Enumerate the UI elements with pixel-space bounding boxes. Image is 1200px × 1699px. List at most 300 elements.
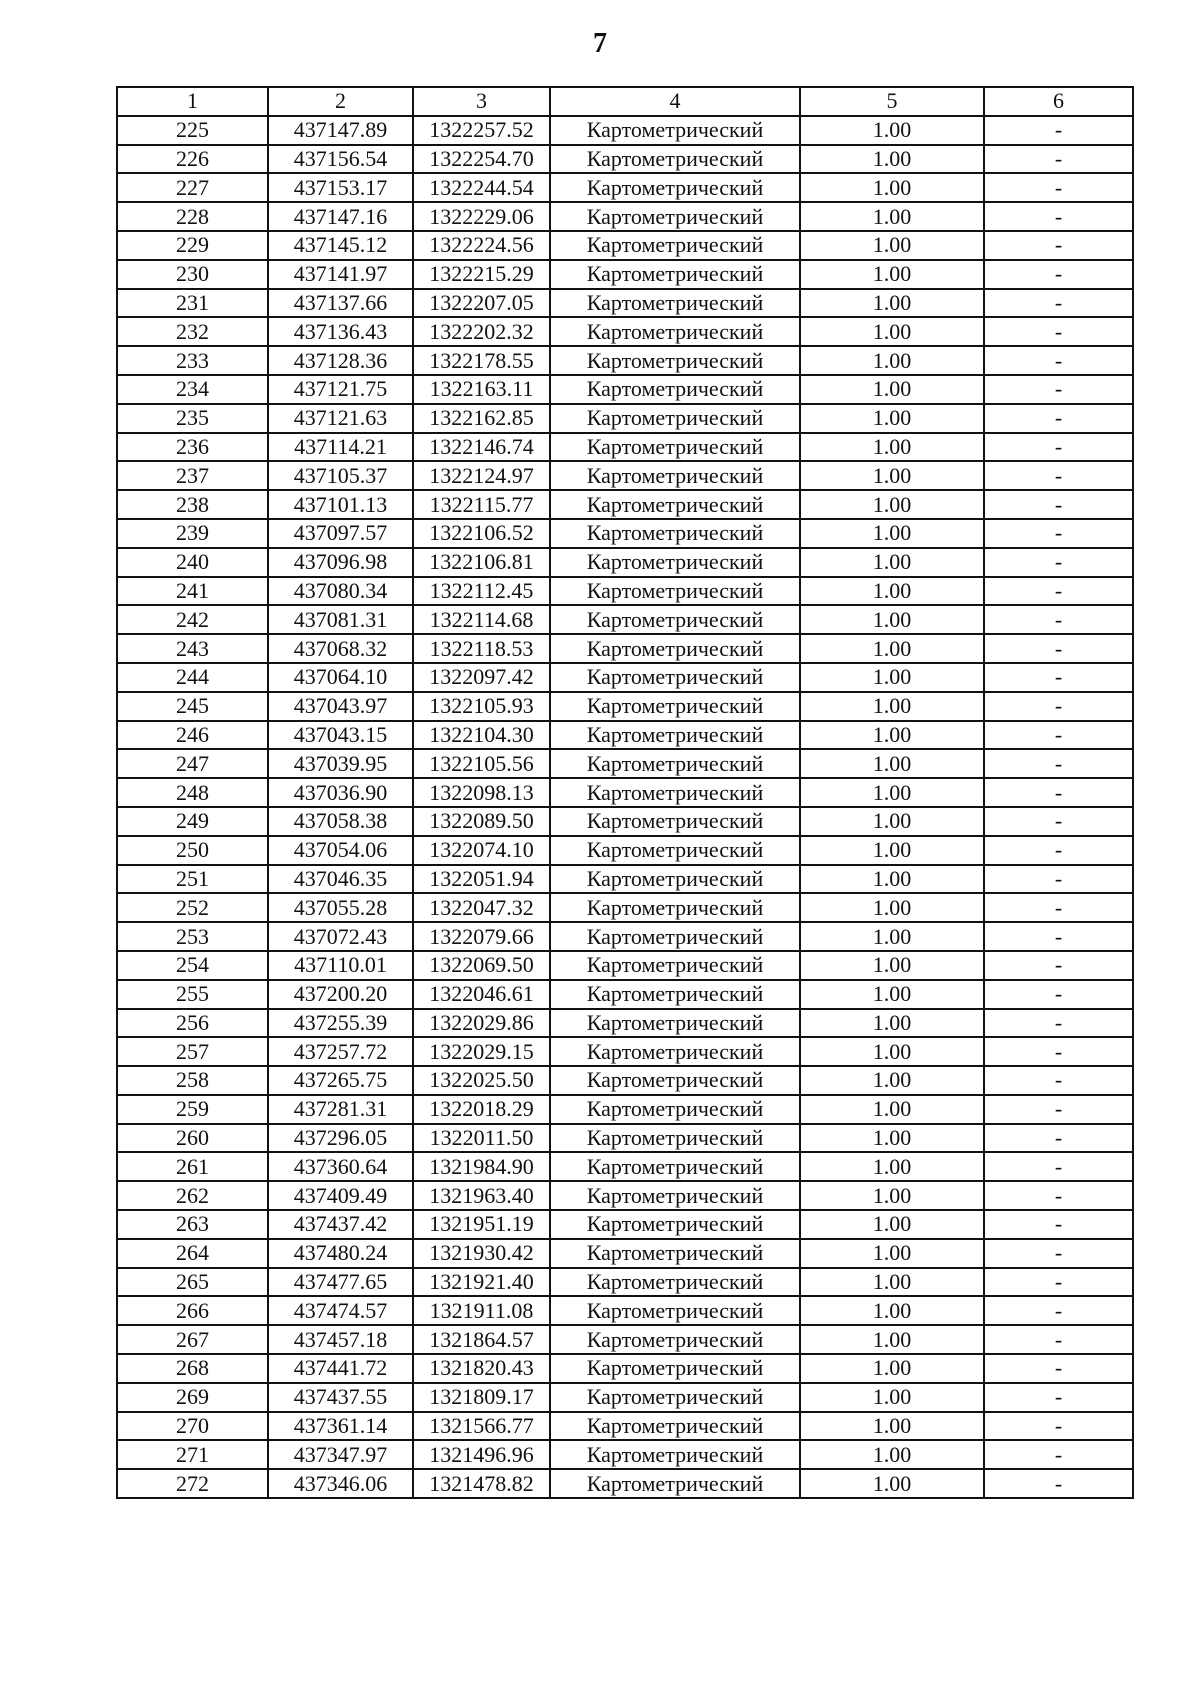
method-cell: Картометрический [550,1124,800,1153]
point-number-cell: 228 [117,202,268,231]
table-row [117,663,1133,692]
description-cell: - [984,433,1133,462]
description-cell: - [984,721,1133,750]
table-row [117,404,1133,433]
y-coordinate-cell: 1322029.15 [413,1037,550,1066]
method-cell: Картометрический [550,1325,800,1354]
description-cell: - [984,1152,1133,1181]
accuracy-cell: 1.00 [800,1095,984,1124]
header-cell: 5 [800,87,984,116]
table-row [117,260,1133,289]
accuracy-cell: 1.00 [800,1181,984,1210]
table-row [117,836,1133,865]
method-cell: Картометрический [550,289,800,318]
description-cell: - [984,1124,1133,1153]
x-coordinate-cell: 437128.36 [268,346,413,375]
method-cell: Картометрический [550,490,800,519]
method-cell: Картометрический [550,1009,800,1038]
description-cell: - [984,807,1133,836]
y-coordinate-cell: 1322115.77 [413,490,550,519]
table-row [117,433,1133,462]
accuracy-cell: 1.00 [800,116,984,145]
y-coordinate-cell: 1322105.93 [413,692,550,721]
point-number-cell: 266 [117,1296,268,1325]
accuracy-cell: 1.00 [800,922,984,951]
point-number-cell: 255 [117,980,268,1009]
point-number-cell: 225 [117,116,268,145]
y-coordinate-cell: 1322097.42 [413,663,550,692]
x-coordinate-cell: 437121.75 [268,375,413,404]
accuracy-cell: 1.00 [800,461,984,490]
description-cell: - [984,980,1133,1009]
header-cell: 4 [550,87,800,116]
point-number-cell: 245 [117,692,268,721]
method-cell: Картометрический [550,1095,800,1124]
table-row [117,1009,1133,1038]
table-row [117,173,1133,202]
table-row [117,1383,1133,1412]
method-cell: Картометрический [550,922,800,951]
method-cell: Картометрический [550,1210,800,1239]
table-row [117,1095,1133,1124]
x-coordinate-cell: 437097.57 [268,519,413,548]
y-coordinate-cell: 1322079.66 [413,922,550,951]
table-row [117,1066,1133,1095]
description-cell: - [984,1009,1133,1038]
y-coordinate-cell: 1322244.54 [413,173,550,202]
table-row [117,548,1133,577]
table-row [117,980,1133,1009]
table-row [117,1268,1133,1297]
y-coordinate-cell: 1321496.96 [413,1440,550,1469]
table-row [117,1354,1133,1383]
x-coordinate-cell: 437437.55 [268,1383,413,1412]
point-number-cell: 234 [117,375,268,404]
y-coordinate-cell: 1322018.29 [413,1095,550,1124]
x-coordinate-cell: 437147.16 [268,202,413,231]
method-cell: Картометрический [550,1383,800,1412]
y-coordinate-cell: 1322047.32 [413,893,550,922]
y-coordinate-cell: 1322025.50 [413,1066,550,1095]
method-cell: Картометрический [550,1440,800,1469]
y-coordinate-cell: 1322106.52 [413,519,550,548]
description-cell: - [984,1325,1133,1354]
table-row [117,692,1133,721]
x-coordinate-cell: 437474.57 [268,1296,413,1325]
table-row [117,145,1133,174]
table-row [117,865,1133,894]
x-coordinate-cell: 437147.89 [268,116,413,145]
point-number-cell: 260 [117,1124,268,1153]
y-coordinate-cell: 1322215.29 [413,260,550,289]
accuracy-cell: 1.00 [800,1296,984,1325]
y-coordinate-cell: 1322046.61 [413,980,550,1009]
method-cell: Картометрический [550,1412,800,1441]
method-cell: Картометрический [550,1268,800,1297]
description-cell: - [984,116,1133,145]
y-coordinate-cell: 1321951.19 [413,1210,550,1239]
point-number-cell: 230 [117,260,268,289]
method-cell: Картометрический [550,605,800,634]
y-coordinate-cell: 1322029.86 [413,1009,550,1038]
x-coordinate-cell: 437145.12 [268,231,413,260]
y-coordinate-cell: 1321864.57 [413,1325,550,1354]
description-cell: - [984,1469,1133,1498]
accuracy-cell: 1.00 [800,1440,984,1469]
y-coordinate-cell: 1322112.45 [413,577,550,606]
point-number-cell: 244 [117,663,268,692]
accuracy-cell: 1.00 [800,1066,984,1095]
point-number-cell: 229 [117,231,268,260]
table-row [117,807,1133,836]
x-coordinate-cell: 437137.66 [268,289,413,318]
method-cell: Картометрический [550,519,800,548]
description-cell: - [984,1095,1133,1124]
method-cell: Картометрический [550,577,800,606]
method-cell: Картометрический [550,202,800,231]
accuracy-cell: 1.00 [800,490,984,519]
x-coordinate-cell: 437361.14 [268,1412,413,1441]
accuracy-cell: 1.00 [800,202,984,231]
method-cell: Картометрический [550,375,800,404]
y-coordinate-cell: 1322254.70 [413,145,550,174]
table-row [117,1181,1133,1210]
point-number-cell: 242 [117,605,268,634]
accuracy-cell: 1.00 [800,375,984,404]
x-coordinate-cell: 437043.15 [268,721,413,750]
table-row [117,346,1133,375]
x-coordinate-cell: 437114.21 [268,433,413,462]
method-cell: Картометрический [550,145,800,174]
point-number-cell: 270 [117,1412,268,1441]
table-row [117,893,1133,922]
x-coordinate-cell: 437064.10 [268,663,413,692]
point-number-cell: 272 [117,1469,268,1498]
point-number-cell: 227 [117,173,268,202]
y-coordinate-cell: 1322124.97 [413,461,550,490]
y-coordinate-cell: 1322105.56 [413,749,550,778]
table-header-row [117,87,1133,116]
method-cell: Картометрический [550,836,800,865]
x-coordinate-cell: 437153.17 [268,173,413,202]
description-cell: - [984,605,1133,634]
description-cell: - [984,202,1133,231]
method-cell: Картометрический [550,1066,800,1095]
point-number-cell: 253 [117,922,268,951]
point-number-cell: 233 [117,346,268,375]
point-number-cell: 236 [117,433,268,462]
description-cell: - [984,317,1133,346]
method-cell: Картометрический [550,231,800,260]
table-row [117,1296,1133,1325]
accuracy-cell: 1.00 [800,1325,984,1354]
x-coordinate-cell: 437255.39 [268,1009,413,1038]
method-cell: Картометрический [550,260,800,289]
description-cell: - [984,922,1133,951]
point-number-cell: 265 [117,1268,268,1297]
description-cell: - [984,1210,1133,1239]
accuracy-cell: 1.00 [800,980,984,1009]
point-number-cell: 249 [117,807,268,836]
accuracy-cell: 1.00 [800,692,984,721]
y-coordinate-cell: 1322224.56 [413,231,550,260]
x-coordinate-cell: 437080.34 [268,577,413,606]
table-row [117,577,1133,606]
accuracy-cell: 1.00 [800,1239,984,1268]
description-cell: - [984,1383,1133,1412]
y-coordinate-cell: 1321911.08 [413,1296,550,1325]
y-coordinate-cell: 1322229.06 [413,202,550,231]
accuracy-cell: 1.00 [800,721,984,750]
accuracy-cell: 1.00 [800,1152,984,1181]
method-cell: Картометрический [550,980,800,1009]
description-cell: - [984,173,1133,202]
point-number-cell: 251 [117,865,268,894]
description-cell: - [984,778,1133,807]
accuracy-cell: 1.00 [800,404,984,433]
accuracy-cell: 1.00 [800,317,984,346]
x-coordinate-cell: 437347.97 [268,1440,413,1469]
point-number-cell: 271 [117,1440,268,1469]
x-coordinate-cell: 437055.28 [268,893,413,922]
y-coordinate-cell: 1322106.81 [413,548,550,577]
table-row [117,1239,1133,1268]
point-number-cell: 264 [117,1239,268,1268]
accuracy-cell: 1.00 [800,1037,984,1066]
method-cell: Картометрический [550,807,800,836]
x-coordinate-cell: 437257.72 [268,1037,413,1066]
x-coordinate-cell: 437136.43 [268,317,413,346]
point-number-cell: 258 [117,1066,268,1095]
table-row [117,1325,1133,1354]
x-coordinate-cell: 437081.31 [268,605,413,634]
x-coordinate-cell: 437409.49 [268,1181,413,1210]
description-cell: - [984,375,1133,404]
accuracy-cell: 1.00 [800,1383,984,1412]
table-row [117,1469,1133,1498]
accuracy-cell: 1.00 [800,548,984,577]
point-number-cell: 239 [117,519,268,548]
description-cell: - [984,404,1133,433]
method-cell: Картометрический [550,1037,800,1066]
x-coordinate-cell: 437141.97 [268,260,413,289]
header-cell: 6 [984,87,1133,116]
method-cell: Картометрический [550,663,800,692]
y-coordinate-cell: 1322163.11 [413,375,550,404]
y-coordinate-cell: 1321930.42 [413,1239,550,1268]
x-coordinate-cell: 437346.06 [268,1469,413,1498]
description-cell: - [984,865,1133,894]
table-row [117,1440,1133,1469]
method-cell: Картометрический [550,1181,800,1210]
description-cell: - [984,461,1133,490]
x-coordinate-cell: 437156.54 [268,145,413,174]
method-cell: Картометрический [550,173,800,202]
table-row [117,749,1133,778]
accuracy-cell: 1.00 [800,1268,984,1297]
table-row [117,1124,1133,1153]
description-cell: - [984,1066,1133,1095]
accuracy-cell: 1.00 [800,433,984,462]
description-cell: - [984,1296,1133,1325]
y-coordinate-cell: 1322202.32 [413,317,550,346]
accuracy-cell: 1.00 [800,173,984,202]
y-coordinate-cell: 1322069.50 [413,951,550,980]
accuracy-cell: 1.00 [800,807,984,836]
x-coordinate-cell: 437054.06 [268,836,413,865]
point-number-cell: 252 [117,893,268,922]
accuracy-cell: 1.00 [800,260,984,289]
table-row [117,519,1133,548]
x-coordinate-cell: 437068.32 [268,634,413,663]
table-row [117,605,1133,634]
x-coordinate-cell: 437437.42 [268,1210,413,1239]
point-number-cell: 243 [117,634,268,663]
accuracy-cell: 1.00 [800,605,984,634]
description-cell: - [984,260,1133,289]
table-row [117,1152,1133,1181]
method-cell: Картометрический [550,1354,800,1383]
y-coordinate-cell: 1322114.68 [413,605,550,634]
description-cell: - [984,836,1133,865]
x-coordinate-cell: 437480.24 [268,1239,413,1268]
point-number-cell: 256 [117,1009,268,1038]
x-coordinate-cell: 437477.65 [268,1268,413,1297]
x-coordinate-cell: 437105.37 [268,461,413,490]
x-coordinate-cell: 437441.72 [268,1354,413,1383]
method-cell: Картометрический [550,404,800,433]
x-coordinate-cell: 437039.95 [268,749,413,778]
y-coordinate-cell: 1322089.50 [413,807,550,836]
method-cell: Картометрический [550,548,800,577]
x-coordinate-cell: 437072.43 [268,922,413,951]
accuracy-cell: 1.00 [800,1210,984,1239]
method-cell: Картометрический [550,433,800,462]
y-coordinate-cell: 1322207.05 [413,289,550,318]
method-cell: Картометрический [550,461,800,490]
accuracy-cell: 1.00 [800,663,984,692]
description-cell: - [984,490,1133,519]
point-number-cell: 235 [117,404,268,433]
point-number-cell: 261 [117,1152,268,1181]
x-coordinate-cell: 437360.64 [268,1152,413,1181]
y-coordinate-cell: 1322051.94 [413,865,550,894]
x-coordinate-cell: 437058.38 [268,807,413,836]
x-coordinate-cell: 437036.90 [268,778,413,807]
y-coordinate-cell: 1321809.17 [413,1383,550,1412]
y-coordinate-cell: 1321478.82 [413,1469,550,1498]
y-coordinate-cell: 1322104.30 [413,721,550,750]
point-number-cell: 267 [117,1325,268,1354]
x-coordinate-cell: 437046.35 [268,865,413,894]
table-row [117,778,1133,807]
point-number-cell: 247 [117,749,268,778]
point-number-cell: 246 [117,721,268,750]
table-row [117,317,1133,346]
description-cell: - [984,692,1133,721]
description-cell: - [984,749,1133,778]
header-cell: 2 [268,87,413,116]
description-cell: - [984,951,1133,980]
table-row [117,375,1133,404]
x-coordinate-cell: 437265.75 [268,1066,413,1095]
description-cell: - [984,289,1133,318]
description-cell: - [984,231,1133,260]
description-cell: - [984,1440,1133,1469]
accuracy-cell: 1.00 [800,145,984,174]
method-cell: Картометрический [550,346,800,375]
table-row [117,289,1133,318]
point-number-cell: 250 [117,836,268,865]
y-coordinate-cell: 1322074.10 [413,836,550,865]
accuracy-cell: 1.00 [800,893,984,922]
description-cell: - [984,145,1133,174]
accuracy-cell: 1.00 [800,778,984,807]
y-coordinate-cell: 1322118.53 [413,634,550,663]
y-coordinate-cell: 1322178.55 [413,346,550,375]
table-row [117,461,1133,490]
y-coordinate-cell: 1321984.90 [413,1152,550,1181]
table-row [117,202,1133,231]
y-coordinate-cell: 1321963.40 [413,1181,550,1210]
table-row [117,951,1133,980]
method-cell: Картометрический [550,1469,800,1498]
table-row [117,1412,1133,1441]
point-number-cell: 240 [117,548,268,577]
x-coordinate-cell: 437200.20 [268,980,413,1009]
point-number-cell: 241 [117,577,268,606]
method-cell: Картометрический [550,1296,800,1325]
coordinates-table [116,86,1134,1499]
point-number-cell: 248 [117,778,268,807]
y-coordinate-cell: 1322257.52 [413,116,550,145]
header-cell: 3 [413,87,550,116]
description-cell: - [984,663,1133,692]
accuracy-cell: 1.00 [800,865,984,894]
accuracy-cell: 1.00 [800,749,984,778]
description-cell: - [984,1181,1133,1210]
point-number-cell: 263 [117,1210,268,1239]
table-body [117,116,1133,1498]
header-cell: 1 [117,87,268,116]
x-coordinate-cell: 437110.01 [268,951,413,980]
method-cell: Картометрический [550,634,800,663]
accuracy-cell: 1.00 [800,289,984,318]
method-cell: Картометрический [550,749,800,778]
method-cell: Картометрический [550,1239,800,1268]
accuracy-cell: 1.00 [800,1124,984,1153]
x-coordinate-cell: 437281.31 [268,1095,413,1124]
method-cell: Картометрический [550,721,800,750]
table-row [117,922,1133,951]
description-cell: - [984,1268,1133,1297]
description-cell: - [984,1354,1133,1383]
point-number-cell: 254 [117,951,268,980]
method-cell: Картометрический [550,865,800,894]
description-cell: - [984,1037,1133,1066]
point-number-cell: 268 [117,1354,268,1383]
accuracy-cell: 1.00 [800,836,984,865]
x-coordinate-cell: 437101.13 [268,490,413,519]
y-coordinate-cell: 1322011.50 [413,1124,550,1153]
point-number-cell: 262 [117,1181,268,1210]
method-cell: Картометрический [550,692,800,721]
accuracy-cell: 1.00 [800,346,984,375]
y-coordinate-cell: 1322098.13 [413,778,550,807]
accuracy-cell: 1.00 [800,1469,984,1498]
description-cell: - [984,634,1133,663]
y-coordinate-cell: 1322146.74 [413,433,550,462]
